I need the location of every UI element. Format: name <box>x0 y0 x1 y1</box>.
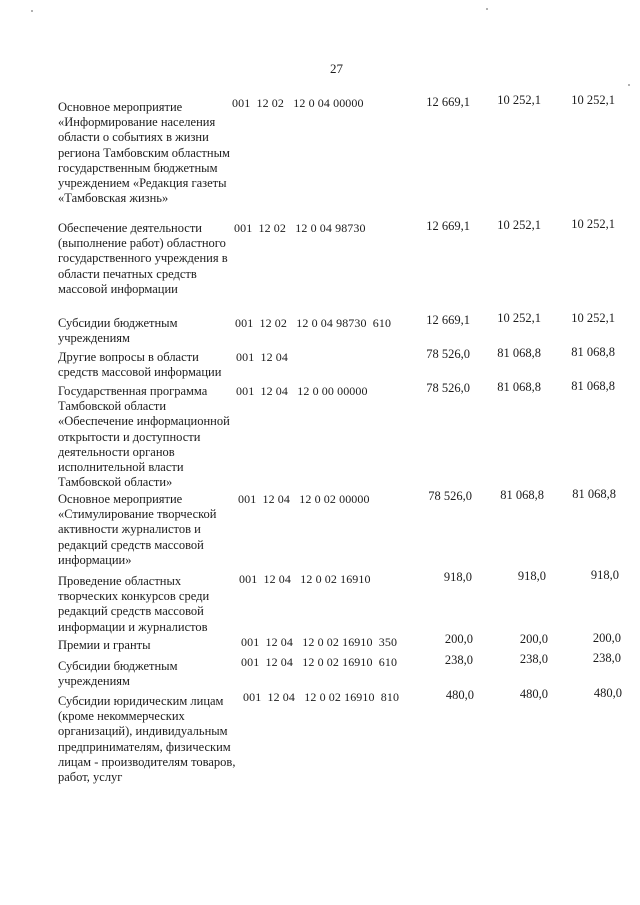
row-value-2: 200,0 <box>519 632 548 646</box>
row-value-3: 480,0 <box>593 686 622 700</box>
row-codes: 001 12 04 12 0 00 00000 <box>236 384 368 398</box>
row-value-2: 10 252,1 <box>497 93 541 107</box>
row-value-3: 10 252,1 <box>571 311 615 325</box>
row-value-3: 81 068,8 <box>571 379 615 393</box>
row-description: Обеспечение деятельности (выполнение работ) областного государственного учреждения в области печатных средств массовой информации <box>58 221 228 296</box>
row-description: Премии и гранты <box>58 638 151 652</box>
row-codes: 001 12 02 12 0 04 00000 <box>232 96 364 110</box>
row-value-2: 238,0 <box>519 652 548 666</box>
row-codes: 001 12 04 12 0 02 16910 610 <box>241 655 398 669</box>
row-value-1: 12 669,1 <box>426 95 470 109</box>
row-codes: 001 12 04 <box>236 350 288 364</box>
row-value-1: 238,0 <box>444 653 473 667</box>
row-value-3: 81 068,8 <box>571 345 615 359</box>
row-codes: 001 12 02 12 0 04 98730 610 <box>235 316 392 330</box>
row-value-2: 81 068,8 <box>500 488 544 502</box>
row-codes: 001 12 04 12 0 02 16910 810 <box>243 690 400 704</box>
row-value-1: 78 526,0 <box>426 381 470 395</box>
row-value-1: 12 669,1 <box>426 313 470 327</box>
row-value-1: 12 669,1 <box>426 219 470 233</box>
row-codes: 001 12 04 12 0 02 16910 350 <box>241 635 398 649</box>
row-description: Проведение областных творческих конкурсов среди редакций средств массовой информации и журналистов <box>58 574 210 634</box>
row-value-1: 78 526,0 <box>426 347 470 361</box>
row-description: Субсидии юридическим лицам (кроме некоммерческих организаций), индивидуальным предпринимателям, физическим лицам - производителям товаров, работ, услуг <box>58 694 236 785</box>
row-value-2: 81 068,8 <box>497 346 541 360</box>
row-description: Государственная программа Тамбовской области «Обеспечение информационной открытости и доступности деятельности органов исполнительной власти Тамбовской области» <box>58 384 230 490</box>
row-description: Субсидии бюджетным учреждениям <box>58 316 178 346</box>
row-codes: 001 12 04 12 0 02 16910 <box>239 572 371 586</box>
row-value-2: 10 252,1 <box>497 311 541 325</box>
row-description: Субсидии бюджетным учреждениям <box>58 659 178 689</box>
row-value-2: 10 252,1 <box>497 218 541 232</box>
row-value-2: 480,0 <box>519 687 548 701</box>
row-description: Основное мероприятие «Информирование населения области о событиях в жизни региона Тамбовским областным государственным бюджетным учреждением «Редакция газеты «Тамбовская жизнь» <box>58 100 230 206</box>
row-value-1: 918,0 <box>443 570 472 584</box>
row-codes: 001 12 04 12 0 02 00000 <box>238 492 370 506</box>
row-value-3: 10 252,1 <box>571 217 615 231</box>
row-value-2: 918,0 <box>517 569 546 583</box>
scan-speck <box>486 8 488 10</box>
row-value-2: 81 068,8 <box>497 380 541 394</box>
row-value-1: 480,0 <box>445 688 474 702</box>
scan-speck <box>31 10 33 12</box>
row-value-3: 10 252,1 <box>571 93 615 107</box>
row-value-3: 81 068,8 <box>572 487 616 501</box>
row-description: Основное мероприятие «Стимулирование творческой активности журналистов и редакций средств массовой информации» <box>58 492 217 567</box>
row-codes: 001 12 02 12 0 04 98730 <box>234 221 366 235</box>
scan-speck <box>628 84 630 86</box>
row-value-3: 918,0 <box>590 568 619 582</box>
page-number: 27 <box>330 61 343 76</box>
row-value-3: 238,0 <box>592 651 621 665</box>
row-value-1: 200,0 <box>444 632 473 646</box>
row-value-3: 200,0 <box>592 631 621 645</box>
row-description: Другие вопросы в области средств массовой информации <box>58 350 222 380</box>
row-value-1: 78 526,0 <box>428 489 472 503</box>
